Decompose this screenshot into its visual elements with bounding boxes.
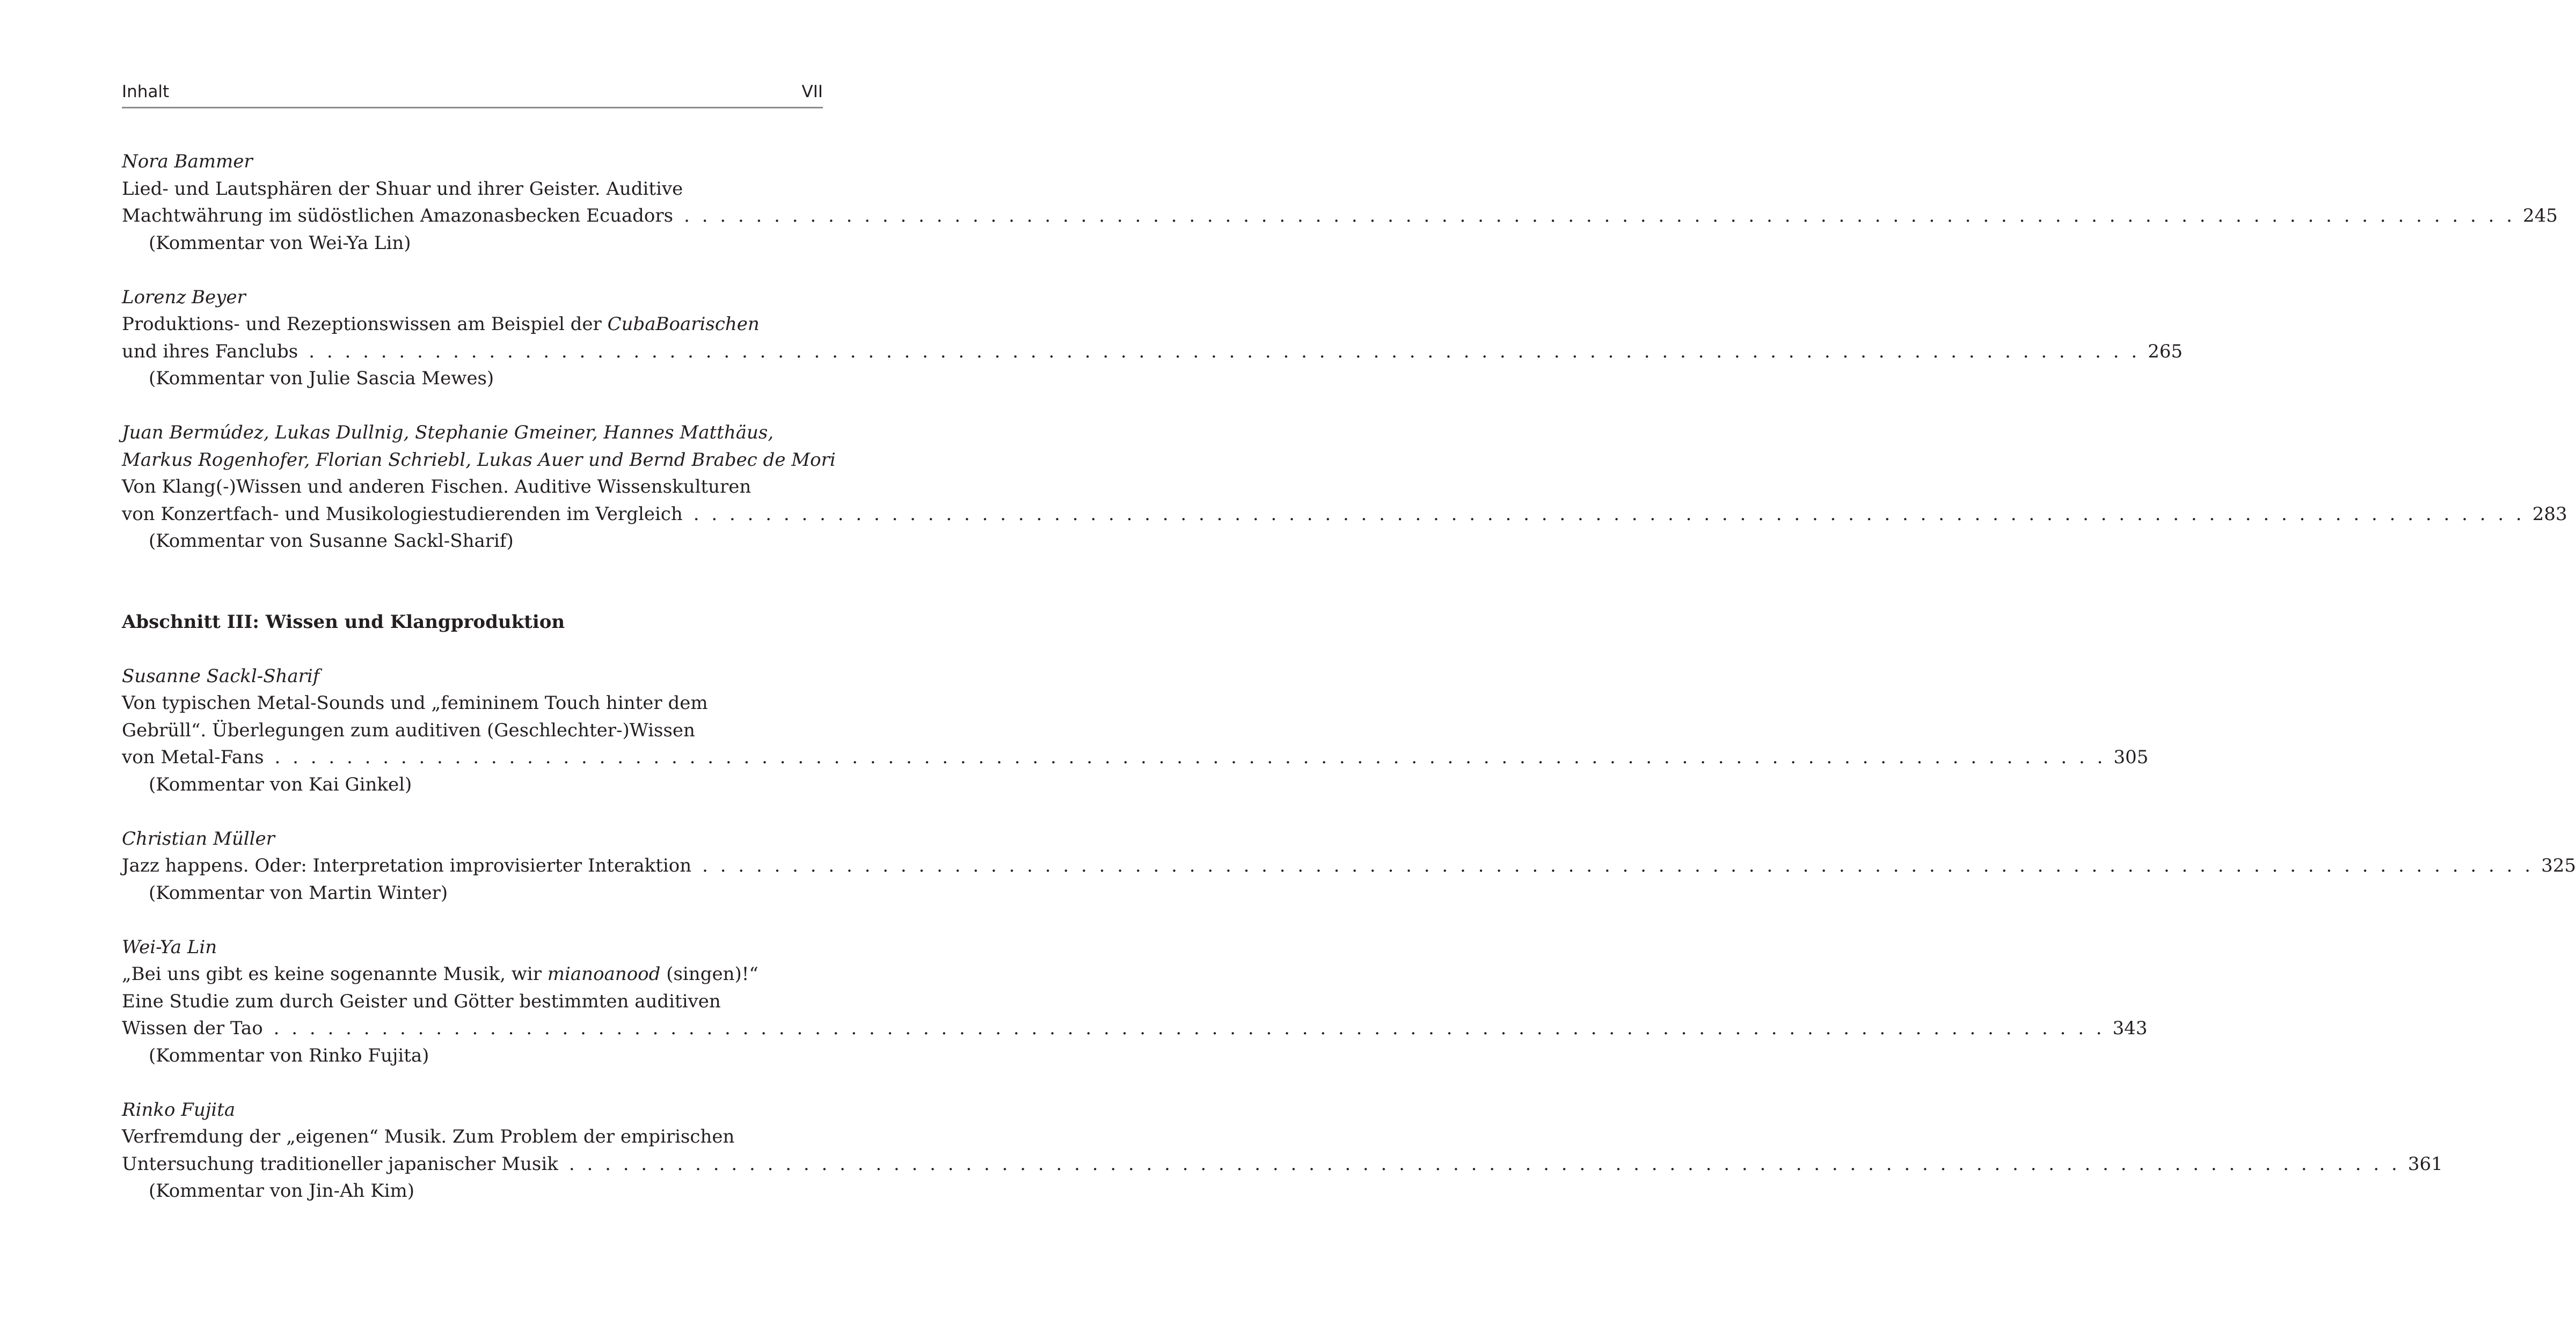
entry-title-line: Von typischen Metal-Sounds und „femininem Touch hinter dem [122, 692, 708, 714]
entry-title-line: Gebrüll“. Überlegungen zum auditiven (Geschlechter-)Wissen [122, 719, 695, 741]
entry-comment: (Kommentar von Jin-Ah Kim) [149, 1180, 415, 1202]
entry-page-number: 245 [2523, 205, 2558, 226]
entry-authors: Markus Rogenhofer, Florian Schriebl, Lukas Auer und Bernd Brabec de Mori [122, 449, 836, 471]
toc-entry [122, 419, 2567, 555]
entry-authors: Nora Bammer [122, 151, 253, 172]
entry-page-number: 283 [2532, 503, 2567, 525]
entry-title-last-line: Wissen der Tao [122, 1018, 263, 1039]
dot-leader: . . . . . . . . . . . . . . . . . . . . . . . . . . . . . . . . . . . . . . . . . . . . . . . . . . . . . . . . . . . . . . . . . . . . . . . . . . . . . . . . . . . . . . . . . . . . . . . . . . . . . . [309, 340, 2141, 362]
entry-title-text: (singen)!“ [660, 963, 758, 985]
entry-page-number: 305 [2113, 747, 2149, 768]
entry-authors: Christian Müller [122, 828, 275, 850]
toc-entry [122, 148, 2558, 257]
entry-title-last-line: von Konzertfach- und Musikologiestudierenden im Vergleich [122, 503, 683, 525]
toc-page [122, 0, 2576, 1331]
entry-comment: (Kommentar von Julie Sascia Mewes) [149, 368, 494, 389]
header-rule [122, 107, 823, 108]
entry-page-number: 343 [2112, 1018, 2148, 1039]
entry-authors: Rinko Fujita [122, 1099, 236, 1121]
entry-page-number: 361 [2407, 1153, 2443, 1175]
toc-entry [122, 934, 2148, 1070]
entry-title-last-line: von Metal-Fans [122, 747, 264, 768]
section-heading: Abschnitt III: Wissen und Klangproduktion [122, 611, 565, 633]
entry-authors: Juan Bermúdez, Lukas Dullnig, Stephanie Gmeiner, Hannes Matthäus, [122, 422, 774, 443]
table-of-contents [122, 148, 2576, 1232]
entry-leader-line [122, 501, 2567, 528]
entry-page-number: 265 [2148, 340, 2183, 362]
dot-leader: . . . . . . . . . . . . . . . . . . . . . . . . . . . . . . . . . . . . . . . . . . . . . . . . . . . . . . . . . . . . . . . . . . . . . . . . . . . . . . . . . . . . . . . . . . . . . . . . . . . . . . [568, 1153, 2400, 1175]
toc-entry [122, 1096, 2443, 1205]
dot-leader: . . . . . . . . . . . . . . . . . . . . . . . . . . . . . . . . . . . . . . . . . . . . . . . . . . . . . . . . . . . . . . . . . . . . . . . . . . . . . . . . . . . . . . . . . . . . . . . . . . . . . . [273, 1018, 2105, 1039]
dot-leader: . . . . . . . . . . . . . . . . . . . . . . . . . . . . . . . . . . . . . . . . . . . . . . . . . . . . . . . . . . . . . . . . . . . . . . . . . . . . . . . . . . . . . . . . . . . . . . . . . . . . . . [693, 503, 2525, 525]
toc-entry [122, 825, 2576, 907]
entry-page-number: 325 [2541, 855, 2576, 876]
page-number-roman: VII [801, 82, 823, 101]
running-head-title: Inhalt [122, 82, 170, 101]
entry-title-emphasis: mianoanood [547, 963, 661, 985]
entry-leader-line [122, 1151, 2443, 1178]
entry-leader-line [122, 744, 2149, 771]
entry-leader-line [122, 852, 2576, 880]
entry-title-last-line: und ihres Fanclubs [122, 340, 298, 362]
entry-authors: Lorenz Beyer [122, 286, 246, 308]
entry-comment: (Kommentar von Susanne Sackl-Sharif) [149, 530, 514, 552]
entry-comment: (Kommentar von Martin Winter) [149, 882, 448, 904]
entry-title-text: Produktions- und Rezeptionswissen am Beispiel der [122, 313, 608, 335]
entry-leader-line [122, 202, 2558, 230]
entry-title-last-line: Jazz happens. Oder: Interpretation improvisierter Interaktion [122, 855, 692, 876]
entry-title-line: Verfremdung der „eigenen“ Musik. Zum Problem der empirischen [122, 1126, 735, 1147]
entry-title-last-line: Untersuchung traditioneller japanischer Musik [122, 1153, 558, 1175]
entry-authors: Wei-Ya Lin [122, 936, 217, 958]
entry-title-line: Lied- und Lautsphären der Shuar und ihrer Geister. Auditive [122, 178, 683, 200]
entry-title-line [122, 311, 823, 338]
entry-title-line: Eine Studie zum durch Geister und Götter bestimmten auditiven [122, 990, 721, 1012]
entry-comment: (Kommentar von Wei-Ya Lin) [149, 232, 411, 254]
entry-title-text: „Bei uns gibt es keine sogenannte Musik, wir [122, 963, 548, 985]
entry-title-line [122, 961, 823, 988]
entry-authors: Susanne Sackl-Sharif [122, 665, 320, 687]
entry-comment: (Kommentar von Rinko Fujita) [149, 1044, 429, 1066]
dot-leader: . . . . . . . . . . . . . . . . . . . . . . . . . . . . . . . . . . . . . . . . . . . . . . . . . . . . . . . . . . . . . . . . . . . . . . . . . . . . . . . . . . . . . . . . . . . . . . . . . . . . . . [274, 747, 2106, 768]
entry-comment: (Kommentar von Kai Ginkel) [149, 773, 412, 795]
entry-title-emphasis: CubaBoarischen [607, 313, 760, 335]
entry-title-last-line: Machtwährung im südöstlichen Amazonasbecken Ecuadors [122, 205, 674, 226]
dot-leader: . . . . . . . . . . . . . . . . . . . . . . . . . . . . . . . . . . . . . . . . . . . . . . . . . . . . . . . . . . . . . . . . . . . . . . . . . . . . . . . . . . . . . . . . . . . . . . . . . . . . . . [702, 855, 2534, 876]
dot-leader: . . . . . . . . . . . . . . . . . . . . . . . . . . . . . . . . . . . . . . . . . . . . . . . . . . . . . . . . . . . . . . . . . . . . . . . . . . . . . . . . . . . . . . . . . . . . . . . . . . . . . . [684, 205, 2516, 226]
entry-title-line: Von Klang(-)Wissen und anderen Fischen. Auditive Wissenskulturen [122, 476, 751, 498]
entry-leader-line [122, 1015, 2148, 1042]
running-head [122, 78, 823, 105]
toc-entry [122, 663, 2149, 799]
entry-leader-line [122, 338, 2183, 365]
toc-entry [122, 284, 2183, 392]
